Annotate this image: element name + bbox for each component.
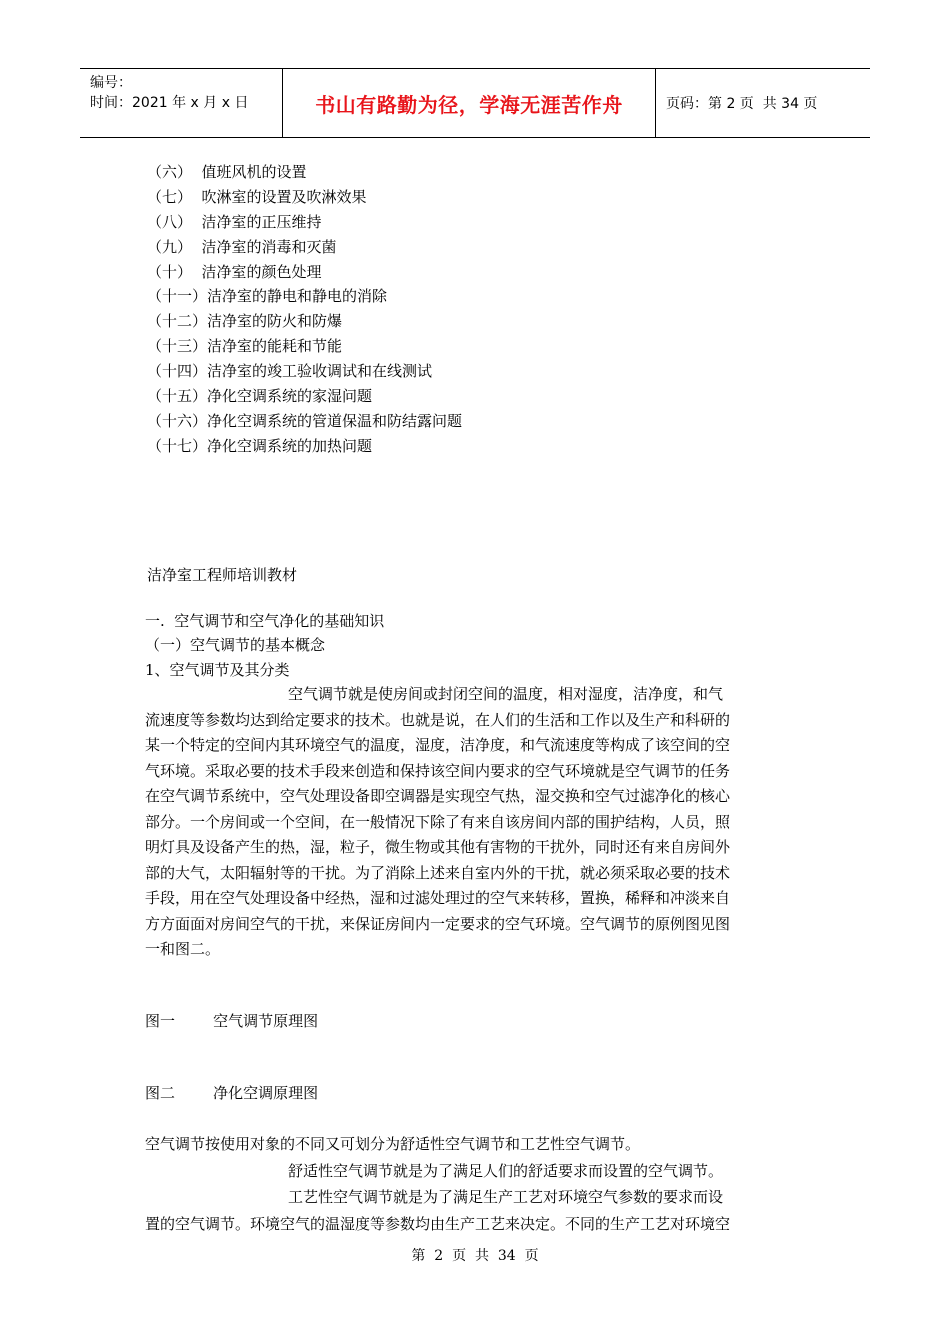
header-divider: [655, 69, 656, 137]
body-paragraph: [145, 682, 810, 963]
page-label: 页码：第 2 页 共 34 页: [666, 96, 818, 112]
figure-caption-1: 图一 空气调节原理图: [145, 1012, 319, 1030]
section-heading: 一. 空气调节和空气净化的基础知识: [145, 612, 385, 630]
toc-item: （十四）洁净室的竣工验收调试和在线测试: [147, 362, 433, 381]
paragraph-line: 明灯具及设备产生的热，湿，粒子，微生物或其他有害物的干扰外，同时还有来自房间外: [145, 838, 731, 856]
table-of-contents: [147, 160, 462, 459]
paragraph-line: 舒适性空气调节就是为了满足人们的舒适要求而设置的空气调节。: [145, 1161, 724, 1180]
paragraph-line: 某一个特定的空间内其环境空气的温度，湿度，洁净度，和气流速度等构成了该空间的空: [145, 736, 731, 754]
toc-item: （十三）洁净室的能耗和节能: [147, 337, 343, 356]
toc-item: （六） 值班风机的设置: [147, 163, 307, 181]
header-page-cell: [666, 69, 817, 137]
time-label: 时间：2021 年 x 月 x 日: [90, 95, 249, 111]
paragraph-line: 工艺性空气调节就是为了满足生产工艺对环境空气参数的要求而设: [145, 1188, 724, 1207]
paragraph-line: 手段，用在空气处理设备中经热，湿和过滤处理过的空气来转移，置换，稀释和冲淡来自: [145, 889, 731, 907]
page-footer: 第 2 页 共 34 页: [411, 1248, 539, 1264]
toc-item: （十一）洁净室的静电和静电的消除: [147, 287, 388, 306]
figure-caption-2: 图二 净化空调原理图: [145, 1084, 319, 1102]
number-label: 编号：: [90, 75, 132, 91]
item-heading: 1、空气调节及其分类: [145, 661, 290, 679]
toc-item: （七） 吹淋室的设置及吹淋效果: [147, 187, 367, 206]
header-left-cell: [90, 73, 280, 113]
header-motto: 书山有路勤为径，学海无涯苦作舟: [315, 92, 623, 117]
toc-item: （八） 洁净室的正压维持: [147, 212, 322, 231]
subsection-heading: （一）空气调节的基本概念: [145, 636, 326, 654]
paragraph-line: 在空气调节系统中，空气处理设备即空调器是实现空气热，湿交换和空气过滤净化的核心: [145, 787, 731, 805]
body-paragraph-2: [145, 1131, 810, 1237]
paragraph-line: 流速度等参数均达到给定要求的技术。也就是说，在人们的生活和工作以及生产和科研的: [145, 710, 731, 729]
paragraph-line: 部的大气，太阳辐射等的干扰。为了消除上述来自室内外的干扰，就必须采取必要的技术: [145, 863, 731, 882]
paragraph-line: 空气调节按使用对象的不同又可划分为舒适性空气调节和工艺性空气调节。: [145, 1135, 641, 1153]
toc-item: （十六）净化空调系统的管道保温和防结露问题: [147, 411, 463, 430]
toc-item: （十五）净化空调系统的家湿问题: [147, 387, 373, 406]
toc-item: （九） 洁净室的消毒和灭菌: [147, 237, 337, 256]
paragraph-line: 方方面面对房间空气的干扰，来保证房间内一定要求的空气环境。空气调节的原例图见图: [145, 914, 731, 933]
toc-item: （十二）洁净室的防火和防爆: [147, 312, 343, 331]
doc-title: 洁净室工程师培训教材: [147, 566, 298, 584]
paragraph-line: 空气调节就是使房间或封闭空间的温度，相对湿度，洁净度，和气: [145, 685, 724, 703]
paragraph-line: 置的空气调节。环境空气的温湿度等参数均由生产工艺来决定。不同的生产工艺对环境空: [145, 1214, 731, 1233]
paragraph-line: 部分。一个房间或一个空间，在一般情况下除了有来自该房间内部的围护结构，人员，照: [145, 812, 731, 831]
toc-item: （十七）净化空调系统的加热问题: [147, 436, 373, 455]
header-table: [80, 68, 870, 138]
toc-item: （十） 洁净室的颜色处理: [147, 262, 322, 281]
paragraph-line: 气环境。采取必要的技术手段来创造和保持该空间内要求的空气环境就是空气调节的任务: [145, 761, 731, 780]
paragraph-line: 一和图二。: [145, 940, 221, 958]
